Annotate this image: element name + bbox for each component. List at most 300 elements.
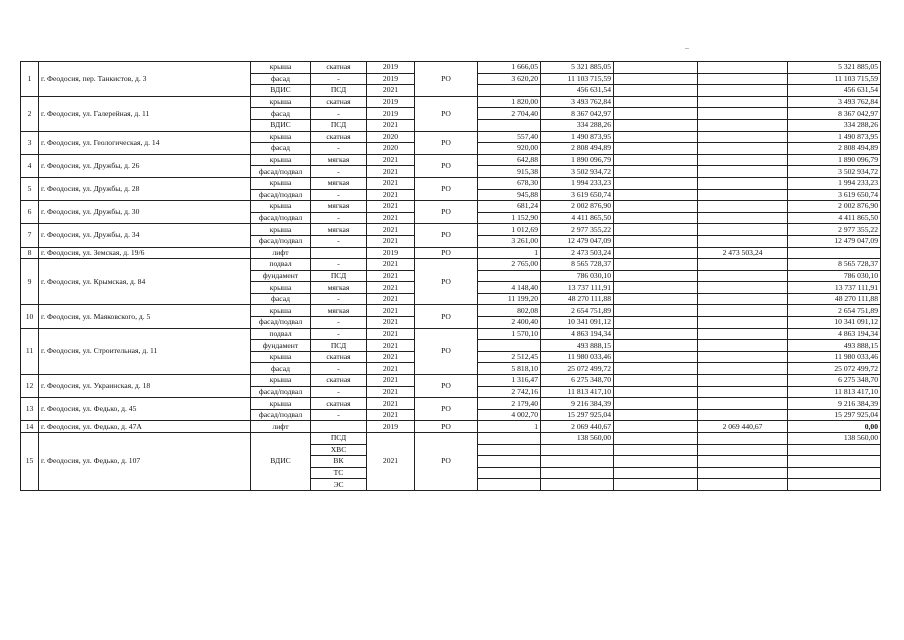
cost-cell: 11 980 033,46 — [541, 351, 614, 363]
amount-cell — [698, 96, 788, 108]
amount-cell — [614, 224, 698, 236]
type-cell: ПСД — [311, 85, 367, 97]
fund-cell: РО — [415, 421, 478, 433]
type-cell: мягкая — [311, 177, 367, 189]
type-cell: мягкая — [311, 305, 367, 317]
year-cell: 2021 — [367, 375, 415, 387]
work-cell: фасад/подвал — [251, 212, 311, 224]
area-cell — [478, 444, 541, 456]
amount-cell — [614, 73, 698, 85]
cost-cell: 6 275 348,70 — [541, 375, 614, 387]
year-cell: 2019 — [367, 108, 415, 120]
type-cell: мягкая — [311, 224, 367, 236]
cost-cell: 13 737 111,91 — [541, 282, 614, 294]
address-cell: г. Феодосия, ул. Строительная, д. 11 — [39, 328, 251, 374]
amount-cell — [614, 351, 698, 363]
area-cell: 1 — [478, 421, 541, 433]
total-cell: 11 103 715,59 — [788, 73, 881, 85]
amount-cell — [614, 421, 698, 433]
area-cell: 945,88 — [478, 189, 541, 201]
area-cell: 557,40 — [478, 131, 541, 143]
work-cell: крыша — [251, 351, 311, 363]
work-cell: крыша — [251, 96, 311, 108]
work-cell: подвал — [251, 259, 311, 271]
cost-cell: 9 216 384,39 — [541, 398, 614, 410]
area-cell — [478, 119, 541, 131]
amount-cell — [698, 177, 788, 189]
amount-cell — [614, 282, 698, 294]
area-cell — [478, 467, 541, 479]
work-cell: фасад/подвал — [251, 409, 311, 421]
cost-cell: 1 994 233,23 — [541, 177, 614, 189]
work-cell: крыша — [251, 201, 311, 213]
amount-cell — [698, 212, 788, 224]
area-cell: 11 199,20 — [478, 293, 541, 305]
cost-cell: 15 297 925,04 — [541, 409, 614, 421]
amount-cell — [698, 398, 788, 410]
capital-repair-table — [20, 61, 881, 491]
total-cell: 6 275 348,70 — [788, 375, 881, 387]
amount-cell — [698, 375, 788, 387]
fund-cell: РО — [415, 328, 478, 374]
amount-cell — [698, 108, 788, 120]
total-cell — [788, 467, 881, 479]
amount-cell: 2 473 503,24 — [698, 247, 788, 259]
total-cell: 5 321 885,05 — [788, 62, 881, 74]
row-number-cell: 4 — [21, 154, 39, 177]
amount-cell — [614, 154, 698, 166]
row-number-cell: 9 — [21, 259, 39, 305]
total-cell — [788, 444, 881, 456]
cost-cell: 2 808 494,89 — [541, 143, 614, 155]
row-number-cell: 12 — [21, 375, 39, 398]
fund-cell: РО — [415, 247, 478, 259]
address-cell: г. Феодосия, ул. Украинская, д. 18 — [39, 375, 251, 398]
amount-cell — [614, 479, 698, 491]
total-cell: 1 490 873,95 — [788, 131, 881, 143]
address-cell: г. Феодосия, ул. Федько, д. 107 — [39, 433, 251, 491]
type-cell: мягкая — [311, 154, 367, 166]
work-cell: фасад/подвал — [251, 317, 311, 329]
amount-cell — [614, 85, 698, 97]
row-number-cell: 5 — [21, 177, 39, 200]
fund-cell: РО — [415, 177, 478, 200]
amount-cell — [698, 201, 788, 213]
address-cell: г. Феодосия, ул. Федько, д. 45 — [39, 398, 251, 421]
amount-cell — [614, 166, 698, 178]
table-row — [21, 398, 881, 410]
total-cell: 456 631,54 — [788, 85, 881, 97]
year-cell: 2020 — [367, 143, 415, 155]
area-cell: 4 148,40 — [478, 282, 541, 294]
year-cell: 2021 — [367, 363, 415, 375]
area-cell: 802,08 — [478, 305, 541, 317]
fund-cell: РО — [415, 259, 478, 305]
amount-cell — [698, 85, 788, 97]
type-cell: ПСД — [311, 119, 367, 131]
type-cell: - — [311, 363, 367, 375]
total-cell: 3 502 934,72 — [788, 166, 881, 178]
amount-cell — [614, 119, 698, 131]
amount-cell — [614, 177, 698, 189]
cost-cell: 1 890 096,79 — [541, 154, 614, 166]
area-cell: 681,24 — [478, 201, 541, 213]
area-cell: 2 512,45 — [478, 351, 541, 363]
cost-cell: 334 288,26 — [541, 119, 614, 131]
fund-cell: РО — [415, 305, 478, 328]
amount-cell — [614, 212, 698, 224]
work-cell: фундамент — [251, 340, 311, 352]
row-number-cell: 6 — [21, 201, 39, 224]
amount-cell — [614, 456, 698, 468]
amount-cell — [614, 293, 698, 305]
cost-cell: 456 631,54 — [541, 85, 614, 97]
cost-cell: 493 888,15 — [541, 340, 614, 352]
work-cell: ВДИС — [251, 85, 311, 97]
amount-cell — [698, 479, 788, 491]
type-cell — [311, 421, 367, 433]
type-cell: ТС — [311, 467, 367, 479]
total-cell: 4 863 194,34 — [788, 328, 881, 340]
area-cell: 4 002,70 — [478, 409, 541, 421]
type-cell: мягкая — [311, 201, 367, 213]
amount-cell — [614, 386, 698, 398]
total-cell: 3 619 650,74 — [788, 189, 881, 201]
cost-cell: 5 321 885,05 — [541, 62, 614, 74]
area-cell — [478, 479, 541, 491]
type-cell: - — [311, 166, 367, 178]
year-cell: 2021 — [367, 386, 415, 398]
work-cell: фасад — [251, 73, 311, 85]
type-cell: ВК — [311, 456, 367, 468]
amount-cell — [698, 62, 788, 74]
type-cell: ПСД — [311, 270, 367, 282]
amount-cell — [614, 201, 698, 213]
address-cell: г. Феодосия, ул. Дружбы, д. 26 — [39, 154, 251, 177]
amount-cell — [698, 189, 788, 201]
cost-cell: 25 072 499,72 — [541, 363, 614, 375]
table-row — [21, 259, 881, 271]
fund-cell: РО — [415, 62, 478, 97]
year-cell: 2021 — [367, 317, 415, 329]
amount-cell — [698, 363, 788, 375]
cost-cell: 10 341 091,12 — [541, 317, 614, 329]
fund-cell: РО — [415, 201, 478, 224]
work-cell: крыша — [251, 224, 311, 236]
type-cell: скатная — [311, 131, 367, 143]
amount-cell — [698, 235, 788, 247]
total-cell: 4 411 865,50 — [788, 212, 881, 224]
type-cell: - — [311, 189, 367, 201]
amount-cell: 2 069 440,67 — [698, 421, 788, 433]
area-cell: 2 742,16 — [478, 386, 541, 398]
year-cell: 2021 — [367, 409, 415, 421]
table-row — [21, 154, 881, 166]
area-cell — [478, 270, 541, 282]
work-cell: фундамент — [251, 270, 311, 282]
cost-cell — [541, 479, 614, 491]
amount-cell — [698, 409, 788, 421]
cost-cell: 4 863 194,34 — [541, 328, 614, 340]
total-cell: 13 737 111,91 — [788, 282, 881, 294]
cost-cell: 786 030,10 — [541, 270, 614, 282]
type-cell: скатная — [311, 398, 367, 410]
year-cell: 2019 — [367, 73, 415, 85]
area-cell: 2 179,40 — [478, 398, 541, 410]
year-cell: 2021 — [367, 189, 415, 201]
year-cell: 2021 — [367, 154, 415, 166]
total-cell: 334 288,26 — [788, 119, 881, 131]
year-cell: 2021 — [367, 305, 415, 317]
amount-cell — [614, 62, 698, 74]
table-row — [21, 305, 881, 317]
total-cell: 10 341 091,12 — [788, 317, 881, 329]
work-cell: ВДИС — [251, 119, 311, 131]
address-cell: г. Феодосия, ул. Дружбы, д. 30 — [39, 201, 251, 224]
cost-cell: 12 479 047,09 — [541, 235, 614, 247]
amount-cell — [614, 270, 698, 282]
document-page — [20, 61, 881, 491]
type-cell: ХВС — [311, 444, 367, 456]
table-row — [21, 421, 881, 433]
type-cell: ПСД — [311, 433, 367, 445]
amount-cell — [698, 305, 788, 317]
amount-cell — [614, 305, 698, 317]
year-cell: 2021 — [367, 282, 415, 294]
work-cell: фасад/подвал — [251, 235, 311, 247]
work-cell: крыша — [251, 375, 311, 387]
year-cell: 2019 — [367, 421, 415, 433]
year-cell: 2021 — [367, 398, 415, 410]
cost-cell: 8 367 042,97 — [541, 108, 614, 120]
area-cell: 642,88 — [478, 154, 541, 166]
table-row — [21, 96, 881, 108]
type-cell: скатная — [311, 375, 367, 387]
area-cell: 920,00 — [478, 143, 541, 155]
work-cell: крыша — [251, 398, 311, 410]
address-cell: г. Феодосия, ул. Маяковского, д. 5 — [39, 305, 251, 328]
cost-cell: 3 493 762,84 — [541, 96, 614, 108]
address-cell: г. Феодосия, ул. Земская, д. 19/6 — [39, 247, 251, 259]
total-cell: 2 654 751,89 — [788, 305, 881, 317]
area-cell: 3 261,00 — [478, 235, 541, 247]
area-cell — [478, 433, 541, 445]
amount-cell — [698, 456, 788, 468]
amount-cell — [698, 154, 788, 166]
type-cell — [311, 247, 367, 259]
type-cell: - — [311, 317, 367, 329]
year-cell: 2021 — [367, 340, 415, 352]
type-cell: - — [311, 293, 367, 305]
address-cell: г. Феодосия, пер. Танкистов, д. 3 — [39, 62, 251, 97]
cost-cell — [541, 444, 614, 456]
area-cell — [478, 85, 541, 97]
total-cell: 9 216 384,39 — [788, 398, 881, 410]
year-cell: 2021 — [367, 119, 415, 131]
amount-cell — [698, 259, 788, 271]
cost-cell: 8 565 728,37 — [541, 259, 614, 271]
total-cell: 15 297 925,04 — [788, 409, 881, 421]
work-cell: лифт — [251, 247, 311, 259]
area-cell: 2 704,40 — [478, 108, 541, 120]
amount-cell — [614, 143, 698, 155]
address-cell: г. Феодосия, ул. Геологическая, д. 14 — [39, 131, 251, 154]
year-cell: 2021 — [367, 235, 415, 247]
type-cell: - — [311, 386, 367, 398]
amount-cell — [698, 282, 788, 294]
year-cell: 2021 — [367, 224, 415, 236]
year-cell: 2021 — [367, 351, 415, 363]
type-cell: скатная — [311, 62, 367, 74]
area-cell: 2 765,00 — [478, 259, 541, 271]
cost-cell: 3 502 934,72 — [541, 166, 614, 178]
amount-cell — [614, 340, 698, 352]
work-cell: фасад — [251, 143, 311, 155]
year-cell: 2021 — [367, 293, 415, 305]
amount-cell — [614, 363, 698, 375]
cost-cell: 2 002 876,90 — [541, 201, 614, 213]
total-cell: 0,00 — [788, 421, 881, 433]
amount-cell — [614, 409, 698, 421]
area-cell: 1 666,05 — [478, 62, 541, 74]
year-cell: 2021 — [367, 177, 415, 189]
amount-cell — [698, 73, 788, 85]
cost-cell: 2 977 355,22 — [541, 224, 614, 236]
amount-cell — [614, 328, 698, 340]
area-cell: 1 316,47 — [478, 375, 541, 387]
row-number-cell: 8 — [21, 247, 39, 259]
table-row — [21, 433, 881, 445]
scan-mark — [685, 48, 689, 49]
amount-cell — [698, 351, 788, 363]
row-number-cell: 13 — [21, 398, 39, 421]
amount-cell — [698, 143, 788, 155]
year-cell: 2019 — [367, 96, 415, 108]
amount-cell — [698, 131, 788, 143]
year-cell: 2021 — [367, 259, 415, 271]
total-cell: 48 270 111,88 — [788, 293, 881, 305]
amount-cell — [698, 328, 788, 340]
amount-cell — [614, 247, 698, 259]
total-cell: 1 890 096,79 — [788, 154, 881, 166]
amount-cell — [698, 224, 788, 236]
cost-cell — [541, 456, 614, 468]
amount-cell — [614, 131, 698, 143]
work-cell: крыша — [251, 62, 311, 74]
work-cell: фасад/подвал — [251, 166, 311, 178]
area-cell: 1 570,10 — [478, 328, 541, 340]
work-cell: фасад — [251, 293, 311, 305]
amount-cell — [614, 259, 698, 271]
total-cell: 11 980 033,46 — [788, 351, 881, 363]
work-cell: крыша — [251, 282, 311, 294]
area-cell: 915,38 — [478, 166, 541, 178]
cost-cell — [541, 467, 614, 479]
cost-cell: 48 270 111,88 — [541, 293, 614, 305]
year-cell: 2021 — [367, 201, 415, 213]
year-cell: 2021 — [367, 166, 415, 178]
amount-cell — [614, 235, 698, 247]
table-body — [21, 62, 881, 491]
amount-cell — [698, 444, 788, 456]
work-cell: крыша — [251, 131, 311, 143]
year-cell: 2021 — [367, 212, 415, 224]
area-cell: 1 820,00 — [478, 96, 541, 108]
row-number-cell: 14 — [21, 421, 39, 433]
fund-cell: РО — [415, 154, 478, 177]
work-cell: фасад — [251, 363, 311, 375]
row-number-cell: 11 — [21, 328, 39, 374]
total-cell: 12 479 047,09 — [788, 235, 881, 247]
address-cell: г. Феодосия, ул. Дружбы, д. 34 — [39, 224, 251, 247]
type-cell: мягкая — [311, 282, 367, 294]
total-cell: 8 565 728,37 — [788, 259, 881, 271]
amount-cell — [614, 467, 698, 479]
table-row — [21, 224, 881, 236]
total-cell: 2 977 355,22 — [788, 224, 881, 236]
fund-cell: РО — [415, 224, 478, 247]
total-cell — [788, 479, 881, 491]
cost-cell: 138 560,00 — [541, 433, 614, 445]
year-cell: 2019 — [367, 62, 415, 74]
table-row — [21, 177, 881, 189]
work-cell: крыша — [251, 305, 311, 317]
amount-cell — [698, 119, 788, 131]
type-cell: - — [311, 409, 367, 421]
year-cell: 2021 — [367, 270, 415, 282]
row-number-cell: 3 — [21, 131, 39, 154]
total-cell: 493 888,15 — [788, 340, 881, 352]
year-cell: 2021 — [367, 85, 415, 97]
row-number-cell: 1 — [21, 62, 39, 97]
area-cell — [478, 456, 541, 468]
total-cell: 138 560,00 — [788, 433, 881, 445]
row-number-cell: 2 — [21, 96, 39, 131]
cost-cell: 11 813 417,10 — [541, 386, 614, 398]
cost-cell: 11 103 715,59 — [541, 73, 614, 85]
amount-cell — [698, 166, 788, 178]
amount-cell — [614, 108, 698, 120]
work-cell: крыша — [251, 154, 311, 166]
year-cell: 2021 — [367, 328, 415, 340]
table-row — [21, 62, 881, 74]
area-cell: 2 400,40 — [478, 317, 541, 329]
area-cell: 1 — [478, 247, 541, 259]
total-cell: 25 072 499,72 — [788, 363, 881, 375]
amount-cell — [698, 386, 788, 398]
year-cell: 2021 — [367, 433, 415, 491]
work-cell: фасад/подвал — [251, 189, 311, 201]
fund-cell: РО — [415, 375, 478, 398]
total-cell: 2 002 876,90 — [788, 201, 881, 213]
type-cell: - — [311, 73, 367, 85]
amount-cell — [614, 317, 698, 329]
row-number-cell: 10 — [21, 305, 39, 328]
address-cell: г. Феодосия, ул. Федько, д. 47А — [39, 421, 251, 433]
area-cell: 5 818,10 — [478, 363, 541, 375]
year-cell: 2019 — [367, 247, 415, 259]
table-row — [21, 201, 881, 213]
work-cell: крыша — [251, 177, 311, 189]
address-cell: г. Феодосия, ул. Дружбы, д. 28 — [39, 177, 251, 200]
total-cell: 786 030,10 — [788, 270, 881, 282]
total-cell — [788, 247, 881, 259]
address-cell: г. Феодосия, ул. Крымская, д. 84 — [39, 259, 251, 305]
type-cell: ПСД — [311, 340, 367, 352]
type-cell: - — [311, 235, 367, 247]
amount-cell — [698, 270, 788, 282]
fund-cell: РО — [415, 96, 478, 131]
